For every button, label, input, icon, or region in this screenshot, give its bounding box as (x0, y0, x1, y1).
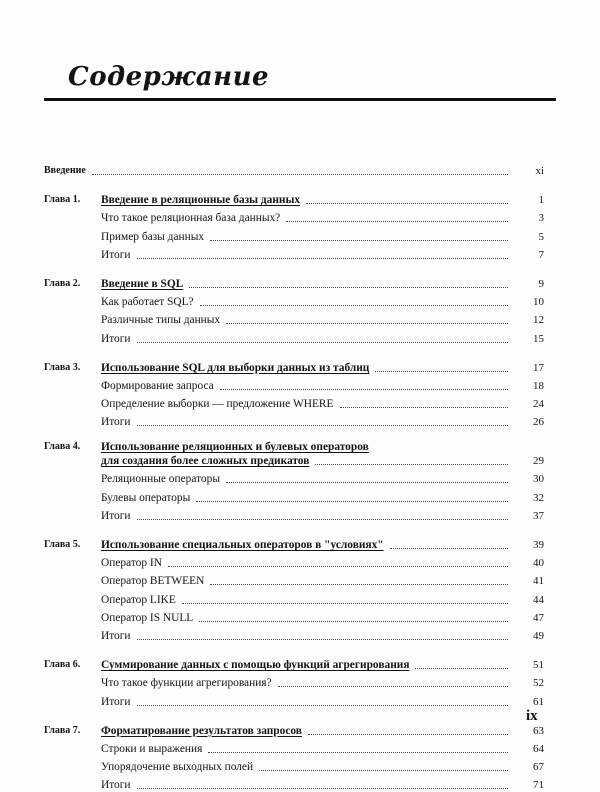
chapter-label: Глава 3. (44, 361, 101, 375)
section-page-number: 32 (514, 491, 544, 505)
intro-page-number: xi (514, 164, 544, 178)
chapter-label: Глава 6. (44, 658, 101, 672)
toc-chapter-heading-row[interactable] (44, 534, 544, 552)
chapter-label: Глава 7. (44, 724, 101, 738)
chapter-page-number: 63 (514, 724, 544, 738)
chapter-label: Глава 2. (44, 277, 101, 291)
toc-chapter-heading-row[interactable] (44, 654, 544, 672)
toc-chapter-1 (44, 189, 544, 262)
chapter-label: Глава 5. (44, 538, 101, 552)
section-title: Оператор BETWEEN (101, 574, 204, 588)
leader-dots (137, 639, 508, 640)
section-title: Как работает SQL? (101, 295, 194, 309)
section-page-number: 52 (514, 676, 544, 690)
leader-dots (200, 305, 508, 306)
chapter-title-line2: для создания более сложных предикатов (101, 454, 309, 468)
section-page-number: 26 (514, 415, 544, 429)
toc-intro-row[interactable] (44, 158, 544, 178)
chapter-page-number: 9 (514, 277, 544, 291)
toc-chapter-3 (44, 357, 544, 430)
section-title: Различные типы данных (101, 313, 220, 327)
section-title: Оператор IS NULL (101, 611, 193, 625)
section-title: Определение выборки — предложение WHERE (101, 397, 334, 411)
section-page-number: 64 (514, 742, 544, 756)
leader-dots (415, 668, 508, 669)
section-page-number: 67 (514, 760, 544, 774)
leader-dots (340, 407, 509, 408)
section-title: Упорядочение выходных полей (101, 760, 253, 774)
leader-dots (199, 621, 508, 622)
section-title: Что такое функции агрегирования? (101, 676, 272, 690)
section-page-number: 24 (514, 397, 544, 411)
section-title: Реляционные операторы (101, 472, 220, 486)
section-page-number: 47 (514, 611, 544, 625)
section-page-number: 41 (514, 574, 544, 588)
chapter-page-number: 17 (514, 361, 544, 375)
leader-dots (315, 464, 508, 465)
leader-dots (137, 258, 508, 259)
chapter-label: Глава 4. (44, 440, 101, 454)
section-page-number: 49 (514, 629, 544, 643)
toc-chapter-heading-row[interactable] (44, 440, 544, 468)
chapter-page-number: 1 (514, 193, 544, 207)
section-page-number: 5 (514, 230, 544, 244)
leader-dots (92, 174, 508, 175)
section-title: Итоги (101, 332, 131, 346)
toc-section-row[interactable] (44, 486, 544, 504)
section-title: Итоги (101, 629, 131, 643)
intro-label: Введение (44, 164, 86, 178)
section-title: Итоги (101, 415, 131, 429)
toc-chapter-5 (44, 534, 544, 643)
toc-section-row[interactable] (44, 738, 544, 756)
section-page-number: 15 (514, 332, 544, 346)
leader-dots (259, 770, 508, 771)
toc-chapter-heading-row[interactable] (44, 273, 544, 291)
section-title: Что такое реляционная база данных? (101, 211, 280, 225)
toc-section-row[interactable] (44, 570, 544, 588)
section-page-number: 12 (514, 313, 544, 327)
toc-chapter-heading-row[interactable] (44, 357, 544, 375)
section-page-number: 44 (514, 593, 544, 607)
section-title: Оператор IN (101, 556, 162, 570)
chapter-title: Форматирование результатов запросов (101, 724, 302, 738)
toc-chapter-heading-row[interactable] (44, 720, 544, 738)
leader-dots (182, 603, 508, 604)
leader-dots (137, 519, 508, 520)
section-page-number: 3 (514, 211, 544, 225)
toc-section-row[interactable] (44, 327, 544, 345)
leader-dots (137, 705, 508, 706)
leader-dots (220, 389, 508, 390)
toc-chapter-2 (44, 273, 544, 346)
leader-dots (278, 686, 508, 687)
leader-dots (226, 323, 508, 324)
leader-dots (375, 371, 508, 372)
chapter-title: Введение в реляционные базы данных (101, 193, 300, 207)
toc-section-row[interactable] (44, 411, 544, 429)
section-page-number: 61 (514, 695, 544, 709)
toc-section-row[interactable] (44, 291, 544, 309)
leader-dots (308, 734, 508, 735)
chapter-page-number: 39 (514, 538, 544, 552)
section-page-number: 37 (514, 509, 544, 523)
section-page-number: 71 (514, 778, 544, 792)
section-title: Итоги (101, 509, 131, 523)
chapter-page-number: 51 (514, 658, 544, 672)
page-title: Содержание (68, 62, 269, 92)
section-page-number: 18 (514, 379, 544, 393)
toc-section-row[interactable] (44, 588, 544, 606)
toc-chapter-4 (44, 440, 544, 523)
section-title: Формирование запроса (101, 379, 214, 393)
toc-section-row[interactable] (44, 552, 544, 570)
leader-dots (137, 425, 508, 426)
section-page-number: 10 (514, 295, 544, 309)
toc-section-row[interactable] (44, 468, 544, 486)
leader-dots (306, 203, 508, 204)
leader-dots (189, 287, 508, 288)
toc-section-row[interactable] (44, 393, 544, 411)
chapter-page-number: 29 (514, 454, 544, 468)
leader-dots (390, 548, 508, 549)
toc-section-row[interactable] (44, 607, 544, 625)
toc-section-row[interactable] (44, 309, 544, 327)
toc-section-row[interactable] (44, 756, 544, 774)
chapter-title: Введение в SQL (101, 277, 183, 291)
leader-dots (210, 584, 508, 585)
toc-chapter-7 (44, 720, 544, 792)
toc-section-row[interactable] (44, 505, 544, 523)
leader-dots (210, 240, 508, 241)
leader-dots (208, 752, 508, 753)
chapter-title: Использование SQL для выборки данных из таблиц (101, 361, 369, 375)
leader-dots (196, 501, 508, 502)
leader-dots (226, 482, 508, 483)
section-title: Итоги (101, 248, 131, 262)
chapter-title-line1: Использование реляционных и булевых операторов (101, 440, 514, 454)
toc-chapter-6 (44, 654, 544, 709)
section-title: Булевы операторы (101, 491, 190, 505)
chapter-label: Глава 1. (44, 193, 101, 207)
chapter-title: Использование специальных операторов в "условиях" (101, 538, 384, 552)
section-title: Итоги (101, 695, 131, 709)
title-rule (44, 98, 556, 101)
leader-dots (137, 342, 508, 343)
section-page-number: 7 (514, 248, 544, 262)
table-of-contents (44, 158, 544, 792)
section-page-number: 40 (514, 556, 544, 570)
leader-dots (168, 566, 508, 567)
section-title: Оператор LIKE (101, 593, 176, 607)
section-page-number: 30 (514, 472, 544, 486)
toc-section-row[interactable] (44, 375, 544, 393)
toc-section-row[interactable] (44, 690, 544, 708)
section-title: Строки и выражения (101, 742, 202, 756)
leader-dots (137, 788, 508, 789)
toc-chapter-heading-row[interactable] (44, 189, 544, 207)
toc-section-row[interactable] (44, 672, 544, 690)
section-title: Пример базы данных (101, 230, 204, 244)
toc-section-row[interactable] (44, 774, 544, 792)
page-folio: ix (526, 708, 538, 725)
chapter-title: Суммирование данных с помощью функций агрегирования (101, 658, 409, 672)
leader-dots (286, 221, 508, 222)
toc-section-row[interactable] (44, 225, 544, 243)
toc-section-row[interactable] (44, 207, 544, 225)
toc-section-row[interactable] (44, 244, 544, 262)
section-title: Итоги (101, 778, 131, 792)
toc-section-row[interactable] (44, 625, 544, 643)
